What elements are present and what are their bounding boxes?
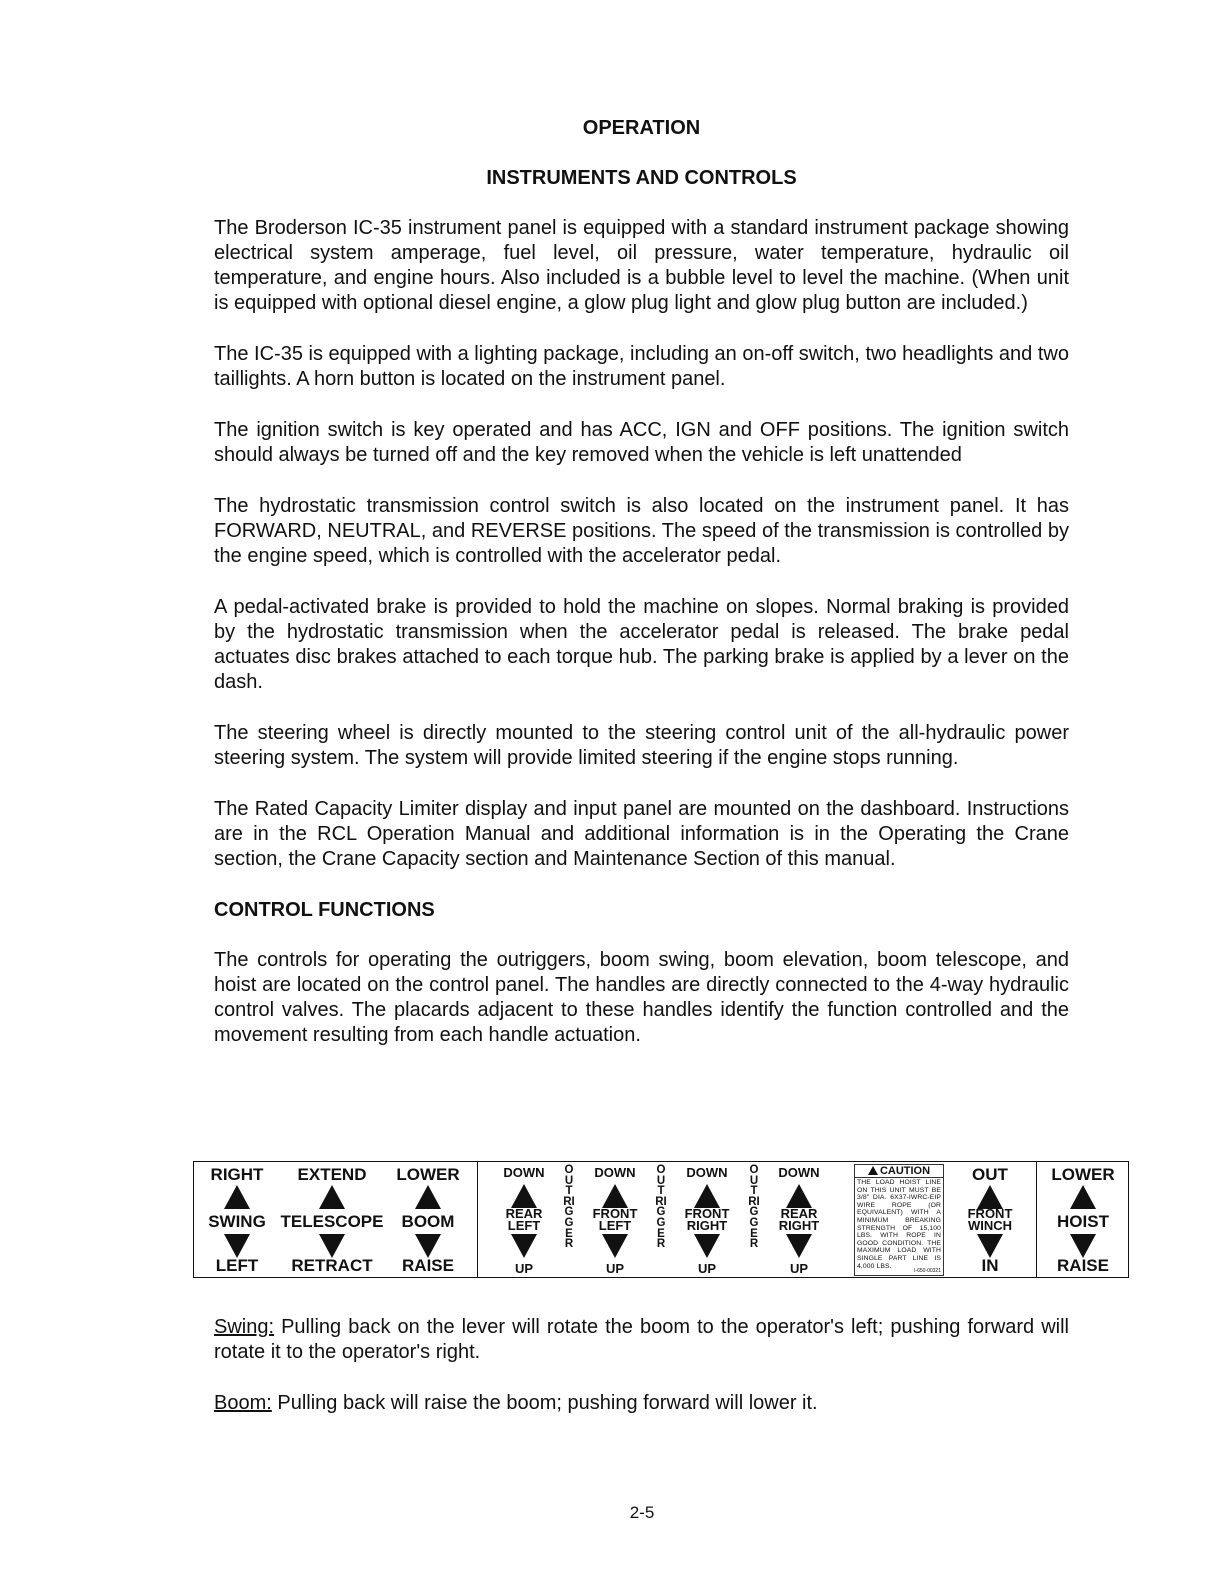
placard-winch [948, 1162, 1032, 1277]
placard-rear-left-label [494, 1208, 554, 1232]
warning-icon [868, 1166, 878, 1175]
placard-winch-line1: FRONT [967, 1206, 1013, 1221]
placard-front-left [585, 1162, 645, 1277]
arrow-down-icon [694, 1234, 720, 1258]
placard-telescope-bottom: RETRACT [291, 1256, 373, 1275]
arrow-up-icon [511, 1184, 537, 1208]
caution-label [854, 1164, 944, 1276]
arrow-down-icon [602, 1234, 628, 1258]
placard-front-right-line2: RIGHT [686, 1218, 728, 1233]
boom-description [214, 1391, 1069, 1416]
placard-front-right-top: DOWN [686, 1165, 728, 1180]
caution-title-text: CAUTION [879, 1165, 931, 1177]
placard-rear-right-line2: RIGHT [778, 1218, 820, 1233]
paragraph-rcl: The Rated Capacity Limiter display and input panel are mounted on the dashboard. Instructions are in the RCL Operation Manual and additional information is in the Operating the Crane section, the Crane Capacity section and Maintenance Section of this manual. [214, 798, 1069, 870]
outrigger-label: OUTRIGGER [563, 1164, 575, 1251]
placard-rear-right-label [767, 1208, 831, 1232]
function-descriptions [214, 1315, 1069, 1416]
swing-label: Swing: [214, 1316, 275, 1338]
arrow-up-icon [786, 1184, 812, 1208]
caution-number: I-650-00321 [914, 1268, 941, 1274]
arrow-up-icon [224, 1185, 250, 1209]
page-content [214, 110, 1069, 1048]
arrow-down-icon [786, 1234, 812, 1258]
arrow-down-icon [319, 1234, 345, 1258]
placard-hoist-label: HOIST [1057, 1212, 1109, 1231]
placard-hoist [1038, 1162, 1128, 1277]
placard-front-right-line1: FRONT [684, 1206, 730, 1221]
placard-winch-line2: WINCH [967, 1218, 1013, 1233]
placard-rear-right-bottom: UP [789, 1261, 809, 1276]
placard-front-left-top: DOWN [594, 1165, 636, 1180]
arrow-up-icon [694, 1184, 720, 1208]
arrow-down-icon [224, 1234, 250, 1258]
placard-rear-left-bottom: UP [514, 1261, 534, 1276]
placard-winch-label [948, 1208, 1032, 1232]
placard-boom [384, 1162, 472, 1277]
placard-swing-bottom: LEFT [215, 1256, 259, 1275]
arrow-up-icon [319, 1185, 345, 1209]
paragraph-steering: The steering wheel is directly mounted to the steering control unit of the all-hydraulic power steering system. The system will provide limited steering if the engine stops running. [214, 722, 1069, 769]
placard-rear-left-line1: REAR [505, 1206, 543, 1221]
placard-divider [477, 1162, 478, 1277]
arrow-down-icon [511, 1234, 537, 1258]
placard-rear-left [494, 1162, 554, 1277]
paragraph-lighting: The IC-35 is equipped with a lighting package, including an on-off switch, two headlights and two taillights. A horn button is located on the instrument panel. [214, 343, 1069, 390]
arrow-down-icon [1070, 1234, 1096, 1258]
control-placard [193, 1161, 1129, 1278]
placard-hoist-top: LOWER [1051, 1165, 1115, 1184]
placard-front-left-label [585, 1208, 645, 1232]
placard-divider [1036, 1162, 1037, 1277]
placard-front-right [675, 1162, 739, 1277]
paragraph-control-functions: The controls for operating the outriggers, boom swing, boom elevation, boom telescope, and hoist are located on the control panel. The handles are directly connected to the 4-way hydraulic control valves. The placards adjacent to these handles identify the function controlled and the movement resulting from each handle actuation. [214, 949, 1069, 1046]
paragraph-transmission: The hydrostatic transmission control switch is also located on the instrument panel. It has FORWARD, NEUTRAL, and REVERSE positions. The speed of the transmission is controlled by the engine speed, which is controlled with the accelerator pedal. [214, 495, 1069, 567]
placard-boom-top: LOWER [396, 1165, 460, 1184]
placard-front-left-line2: LEFT [598, 1218, 632, 1233]
boom-text: Pulling back will raise the boom; pushing forward will lower it. [271, 1392, 818, 1414]
caution-text: THE LOAD HOIST LINE ON THIS UNIT MUST BE 3/8" DIA. 6X37-IWRC-EIP WIRE ROPE (OR EQUIVALENT) WITH A MINIMUM BREAKING STRENGTH OF 15,100 LBS. WITH ROPE IN GOOD CONDITION. THE MAXIMUM LOAD WITH SINGLE PART LINE IS 4,000 LBS. [857, 1179, 941, 1270]
placard-swing-label: SWING [208, 1212, 266, 1231]
boom-label: Boom: [214, 1392, 272, 1414]
arrow-down-icon [977, 1234, 1003, 1258]
placard-front-left-line1: FRONT [592, 1206, 638, 1221]
placard-rear-left-top: DOWN [503, 1165, 545, 1180]
placard-rear-right-line1: REAR [780, 1206, 818, 1221]
placard-telescope-top: EXTEND [297, 1165, 367, 1184]
page-number: 2-5 [629, 1503, 655, 1522]
paragraph-ignition: The ignition switch is key operated and has ACC, IGN and OFF positions. The ignition switch should always be turned off and the key removed when the vehicle is left unattended [214, 419, 1069, 466]
paragraph-brake: A pedal-activated brake is provided to hold the machine on slopes. Normal braking is provided by the hydrostatic transmission when the accelerator pedal is released. The brake pedal actuates disc brakes attached to each torque hub. The parking brake is applied by a lever on the dash. [214, 596, 1069, 693]
outrigger-label: OUTRIGGER [655, 1164, 667, 1251]
placard-rear-left-line2: LEFT [507, 1218, 541, 1233]
placard-swing-top: RIGHT [210, 1165, 264, 1184]
control-functions-heading: CONTROL FUNCTIONS [214, 899, 435, 921]
placard-front-left-bottom: UP [605, 1261, 625, 1276]
outrigger-label: OUTRIGGER [748, 1164, 760, 1251]
placard-boom-bottom: RAISE [402, 1256, 454, 1275]
caution-title [855, 1165, 943, 1178]
placard-swing [194, 1162, 280, 1277]
arrow-up-icon [1070, 1185, 1096, 1209]
arrow-up-icon [415, 1185, 441, 1209]
arrow-up-icon [602, 1184, 628, 1208]
placard-boom-label: BOOM [401, 1212, 455, 1231]
placard-front-right-label [675, 1208, 739, 1232]
paragraph-instrument-panel: The Broderson IC-35 instrument panel is equipped with a standard instrument package showing electrical system amperage, fuel level, oil pressure, water temperature, hydraulic oil temperature, and engine hours. Also included is a bubble level to level the machine. (When unit is equipped with optional diesel engine, a glow plug light and glow plug button are included.) [214, 217, 1069, 314]
page-title: OPERATION [582, 117, 701, 139]
swing-text: Pulling back on the lever will rotate the boom to the operator's left; pushing forward will rotate it to the operator's right. [214, 1316, 1069, 1363]
placard-rear-right [767, 1162, 831, 1277]
placard-hoist-bottom: RAISE [1057, 1256, 1109, 1275]
arrow-down-icon [415, 1234, 441, 1258]
swing-description [214, 1315, 1069, 1365]
placard-telescope [280, 1162, 384, 1277]
placard-front-right-bottom: UP [697, 1261, 717, 1276]
placard-rear-right-top: DOWN [778, 1165, 820, 1180]
placard-telescope-label: TELESCOPE [280, 1212, 384, 1231]
placard-winch-bottom: IN [981, 1256, 999, 1275]
placard-winch-top: OUT [972, 1165, 1008, 1184]
section-title: INSTRUMENTS AND CONTROLS [486, 167, 797, 189]
